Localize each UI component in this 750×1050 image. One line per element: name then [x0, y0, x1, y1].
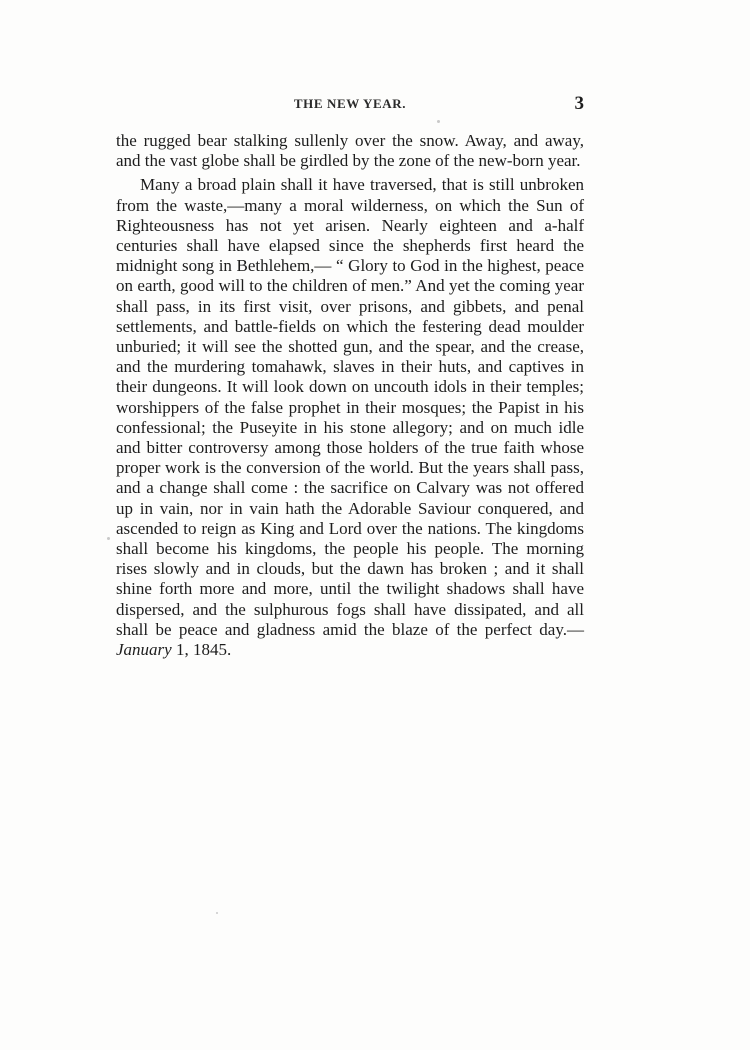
paper-speck: [107, 537, 110, 540]
paper-speck: [437, 120, 440, 123]
date-day-year: 1, 1845.: [171, 640, 232, 660]
paragraph-1: the rugged bear stalking sullenly over the snow. Away, and away, and the vast globe shall be girdled by the zone of the new-born year.: [116, 131, 584, 171]
running-title: THE NEW YEAR.: [293, 96, 407, 111]
paragraph-2-main: Many a broad plain shall it have traversed, that is still unbroken from the waste,—many a moral wilderness, on which the Sun of Righteousness has not yet arisen. Nearly eighteen and a-half centuries shall have elapsed since the shepherds first heard the midnight song in Bethlehem,— “ Glory to God in the highest, peace on earth, good will to the children of men.” And yet the coming year shall pass, in its first visit, over prisons, and gibbets, and penal settlements, and battle-fields on which the festering dead moulder unburied; it will see the shotted gun, and the spear, and the crease, and the murdering tomahawk, slaves in their huts, and captives in their dungeons. It will look down on uncouth idols in their temples; worshippers of the false prophet in their mosques; the Papist in his confessional; the Puseyite in his stone allegory; and on much idle and bitter controversy among those holders of the true faith whose proper work is the conversion of the world. But the years shall pass, and a change shall come : the sacrifice on Calvary was not offered up in vain, nor in vain hath the Adorable Saviour conquered, and ascended to reign as King and Lord over the nations. The kingdoms shall become his kingdoms, the people his people. The morning rises slowly and in clouds, but the dawn has broken ; and it shall shine forth more and more, until the twilight shadows shall have dispersed, and the sulphurous fogs shall have dissipated, and all shall be peace and gladness amid the blaze of the perfect day.—: [116, 175, 584, 639]
paper-speck: [216, 912, 218, 914]
page-number: 3: [574, 93, 584, 114]
body-text: [116, 131, 584, 660]
running-head: [116, 93, 584, 119]
date-month: January: [116, 640, 172, 660]
paragraph-2: [116, 175, 584, 660]
